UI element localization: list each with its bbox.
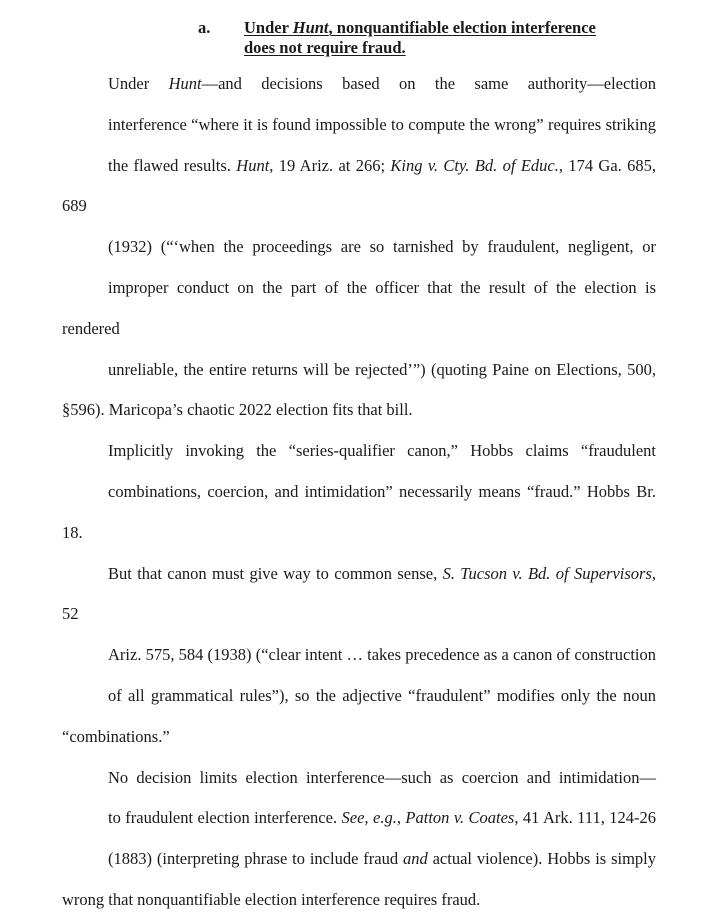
paragraph-line: §596). Maricopa’s chaotic 2022 election fits that bill. xyxy=(62,400,413,420)
italic-text: and xyxy=(402,849,428,869)
paragraph-line: combinations, coercion, and intimidation” necessarily means “fraud.” Hobbs Br. 18. xyxy=(62,481,656,542)
paragraph-line: No decision limits election interference—such as coercion and intimidation— xyxy=(108,767,656,787)
paragraph-line: Under Hunt—and decisions based on the same authority—election xyxy=(108,74,656,93)
title-line1-rest: , nonquantifiable election interference xyxy=(328,18,596,37)
paragraph-line: the flawed results. Hunt, 19 Ariz. at 266; King v. Cty. Bd. of Educ., 174 Ga. 685, 689 xyxy=(62,155,656,216)
section-heading xyxy=(198,18,638,58)
paragraph-line: wrong that nonquantifiable election interference requires fraud. xyxy=(62,889,481,909)
paragraph-line: of all grammatical rules”), so the adjective “fraudulent” modifies only the noun xyxy=(108,685,656,705)
paragraph-line: improper conduct on the part of the officer that the result of the election is rendered xyxy=(62,277,656,338)
italic-text: Hunt xyxy=(236,155,270,175)
paragraph-line: (1883) (interpreting phrase to include fraud and actual violence). Hobbs is simply xyxy=(108,849,656,869)
paragraph-line: interference “where it is found impossible to compute the wrong” requires striking xyxy=(108,114,656,134)
italic-text: King v. Cty. Bd. of Educ. xyxy=(390,155,559,175)
paragraph-line: “combinations.” xyxy=(62,726,170,746)
italic-text: S. Tucson v. Bd. of Supervisors xyxy=(442,563,652,583)
title-case-name: Hunt xyxy=(292,18,329,37)
section-title xyxy=(244,18,596,58)
section-marker: a. xyxy=(198,18,211,37)
paragraph-line: Implicitly invoking the “series-qualifier canon,” Hobbs claims “fraudulent xyxy=(108,441,656,461)
paragraph-line: to fraudulent election interference. See, e.g., Patton v. Coates, 41 Ark. 111, 124-26 xyxy=(108,808,656,828)
paragraph-line: (1932) (“‘when the proceedings are so tarnished by fraudulent, negligent, or xyxy=(108,237,656,257)
italic-text: See, e.g. xyxy=(341,808,397,828)
italic-text: Hunt xyxy=(168,74,202,93)
paragraph-line: Ariz. 575, 584 (1938) (“clear intent … takes precedence as a canon of construction xyxy=(108,645,656,665)
paragraph-line: unreliable, the entire returns will be rejected’”) (quoting Paine on Elections, 500, xyxy=(108,359,656,379)
body-text xyxy=(62,64,656,921)
paragraph-line: But that canon must give way to common sense, S. Tucson v. Bd. of Supervisors, 52 xyxy=(62,563,656,624)
title-prefix: Under xyxy=(244,18,293,37)
title-line2: does not require fraud. xyxy=(244,38,406,57)
body-paragraph xyxy=(62,758,656,921)
body-paragraph xyxy=(62,431,656,757)
body-paragraph xyxy=(62,64,656,431)
italic-text: Patton v. Coates xyxy=(405,808,515,828)
